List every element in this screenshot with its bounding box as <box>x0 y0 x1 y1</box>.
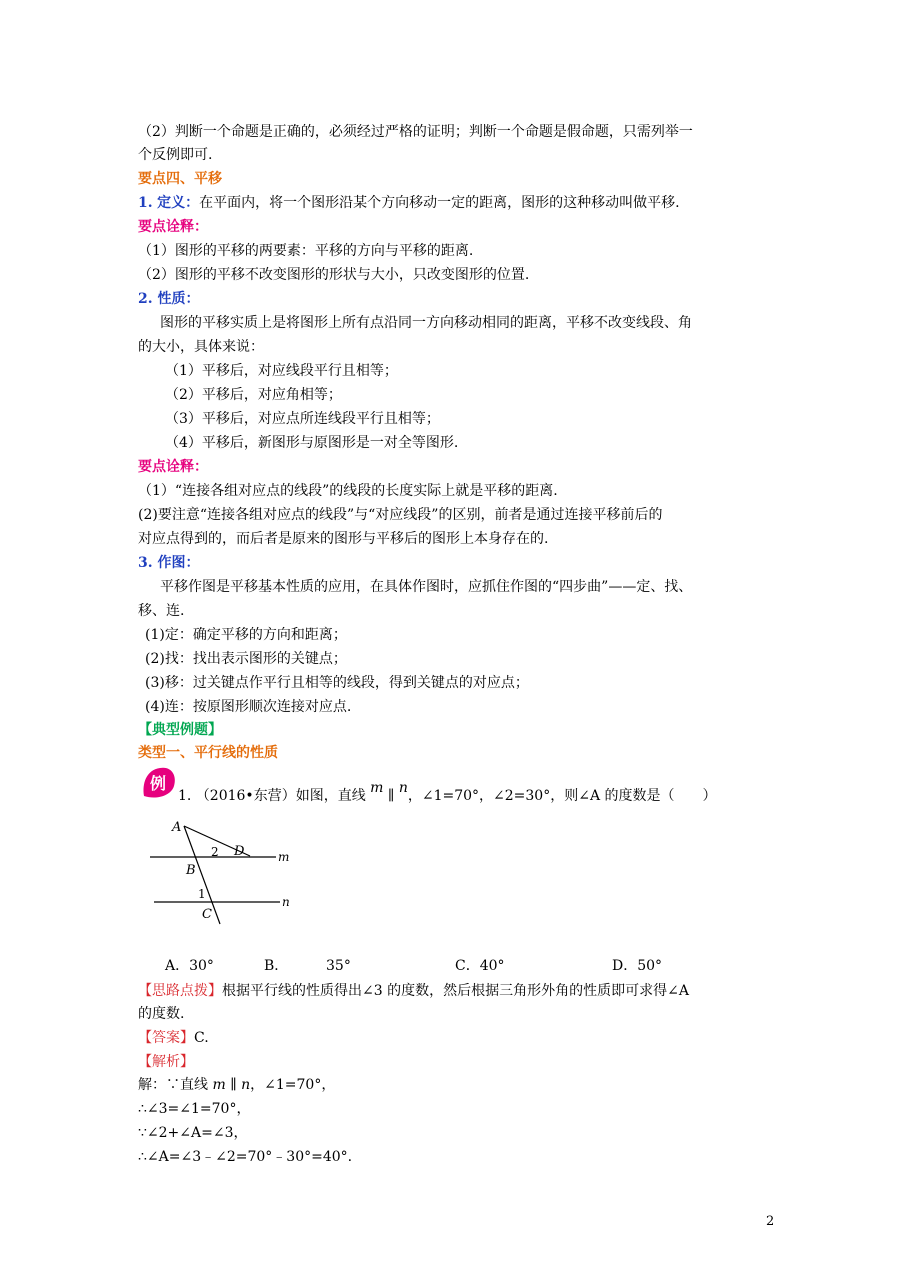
choice-a: A．30° <box>165 958 214 974</box>
question-1-prefix: 1. （2016•东营）如图，直线 <box>178 788 366 804</box>
drawing-item-4: (4)连：按原图形顺次连接对应点. <box>145 699 352 715</box>
label-d: D <box>234 844 245 859</box>
examples-heading: 【典型例题】 <box>138 722 222 738</box>
note2-label: 要点诠释： <box>138 459 208 475</box>
solution-m: m <box>212 1077 226 1093</box>
note2-item-1: （1）“连接各组对应点的线段”的线段的长度实际上就是平移的距离. <box>138 483 558 499</box>
label-c: C <box>202 907 212 922</box>
property-text-1: 图形的平移实质上是将图形上所有点沿同一方向移动相同的距离，平移不改变线段、角 <box>160 315 692 331</box>
solution-line-2: ∴∠3=∠1=70°， <box>138 1101 251 1117</box>
label-a: A <box>172 820 182 835</box>
solution-parallel: ∥ <box>230 1077 237 1093</box>
definition-line <box>138 193 680 213</box>
solution-line-1-suffix: ，∠1=70°， <box>250 1077 336 1093</box>
label-b: B <box>186 863 196 878</box>
label-m: m <box>278 850 290 864</box>
drawing-item-2: (2)找：找出表示图形的关键点； <box>145 651 347 667</box>
property-label: 2. 性质： <box>138 291 200 307</box>
choice-b-value: 35° <box>326 958 351 974</box>
example-badge-text: 例 <box>149 774 167 793</box>
hint-text-1: 根据平行线的性质得出∠3 的度数，然后根据三角形外角的性质即可求得∠A <box>222 983 689 999</box>
section-heading-point4: 要点四、平移 <box>138 171 222 187</box>
drawing-item-1: (1)定：确定平移的方向和距离； <box>145 627 347 643</box>
definition-label: 定义： <box>157 195 200 211</box>
solution-n: n <box>241 1077 251 1093</box>
definition-number: 1. <box>138 195 153 211</box>
question-1-m: m <box>370 780 384 796</box>
question-1 <box>178 780 717 806</box>
label-n: n <box>282 895 290 909</box>
example-badge-icon <box>140 766 178 800</box>
note2-item-3: 对应点得到的，而后者是原来的图形与平移后的图形上本身存在的. <box>138 531 549 547</box>
answer-label: 【答案】 <box>138 1030 194 1046</box>
page-number: 2 <box>766 1214 775 1229</box>
solution-line-3: ∵∠2+∠A=∠3， <box>138 1125 248 1141</box>
drawing-label: 3. 作图： <box>138 555 200 571</box>
note1-label: 要点诠释： <box>138 219 208 235</box>
intro-line-2: 个反例即可. <box>138 147 213 163</box>
note1-item-1: （1）图形的平移的两要素：平移的方向与平移的距离. <box>138 243 474 259</box>
question-1-n: n <box>398 780 408 796</box>
type1-heading: 类型一、平行线的性质 <box>138 745 278 761</box>
intro-line-1: （2）判断一个命题是正确的，必须经过严格的证明；判断一个命题是假命题，只需列举一 <box>138 124 693 140</box>
geometry-figure <box>148 816 298 926</box>
analysis-label: 【解析】 <box>138 1054 194 1070</box>
property-item-3: （3）平移后，对应点所连线段平行且相等； <box>165 411 440 427</box>
hint-line-2: 的度数. <box>138 1006 185 1022</box>
label-angle-2: 2 <box>211 845 219 859</box>
definition-text: 在平面内，将一个图形沿某个方向移动一定的距离，图形的这种移动叫做平移. <box>199 195 680 211</box>
property-item-4: （4）平移后，新图形与原图形是一对全等图形. <box>165 435 459 451</box>
drawing-item-3: (3)移：过关键点作平行且相等的线段，得到关键点的对应点； <box>145 675 529 691</box>
hint-label: 【思路点拨】 <box>138 983 222 999</box>
hint-line-1 <box>138 981 689 1001</box>
question-1-suffix: ，∠1=70°，∠2=30°，则∠A 的度数是（ ） <box>407 788 717 804</box>
question-1-parallel: ∥ <box>387 788 395 804</box>
label-angle-1: 1 <box>198 887 206 901</box>
solution-line-4: ∴∠A=∠3﹣∠2=70°﹣30°=40°. <box>138 1149 353 1165</box>
note1-item-2: （2）图形的平移不改变图形的形状与大小，只改变图形的位置. <box>138 267 530 283</box>
solution-line-1 <box>138 1075 335 1095</box>
solution-line-1-prefix: 解：∵直线 <box>138 1077 208 1093</box>
drawing-text-1: 平移作图是平移基本性质的应用，在具体作图时，应抓住作图的“四步曲”——定、找、 <box>160 579 693 595</box>
property-item-1: （1）平移后，对应线段平行且相等； <box>165 363 398 379</box>
answer-text: C. <box>194 1030 209 1046</box>
choice-c: C．40° <box>455 958 505 974</box>
property-text-2: 的大小，具体来说： <box>138 339 264 355</box>
drawing-text-2: 移、连. <box>138 603 185 619</box>
answer-line <box>138 1028 209 1048</box>
property-item-2: （2）平移后，对应角相等； <box>165 387 342 403</box>
choice-d: D．50° <box>612 958 663 974</box>
note2-item-2: (2)要注意“连接各组对应点的线段”与“对应线段”的区别，前者是通过连接平移前后的 <box>138 507 663 523</box>
choice-b: B． <box>264 958 289 974</box>
